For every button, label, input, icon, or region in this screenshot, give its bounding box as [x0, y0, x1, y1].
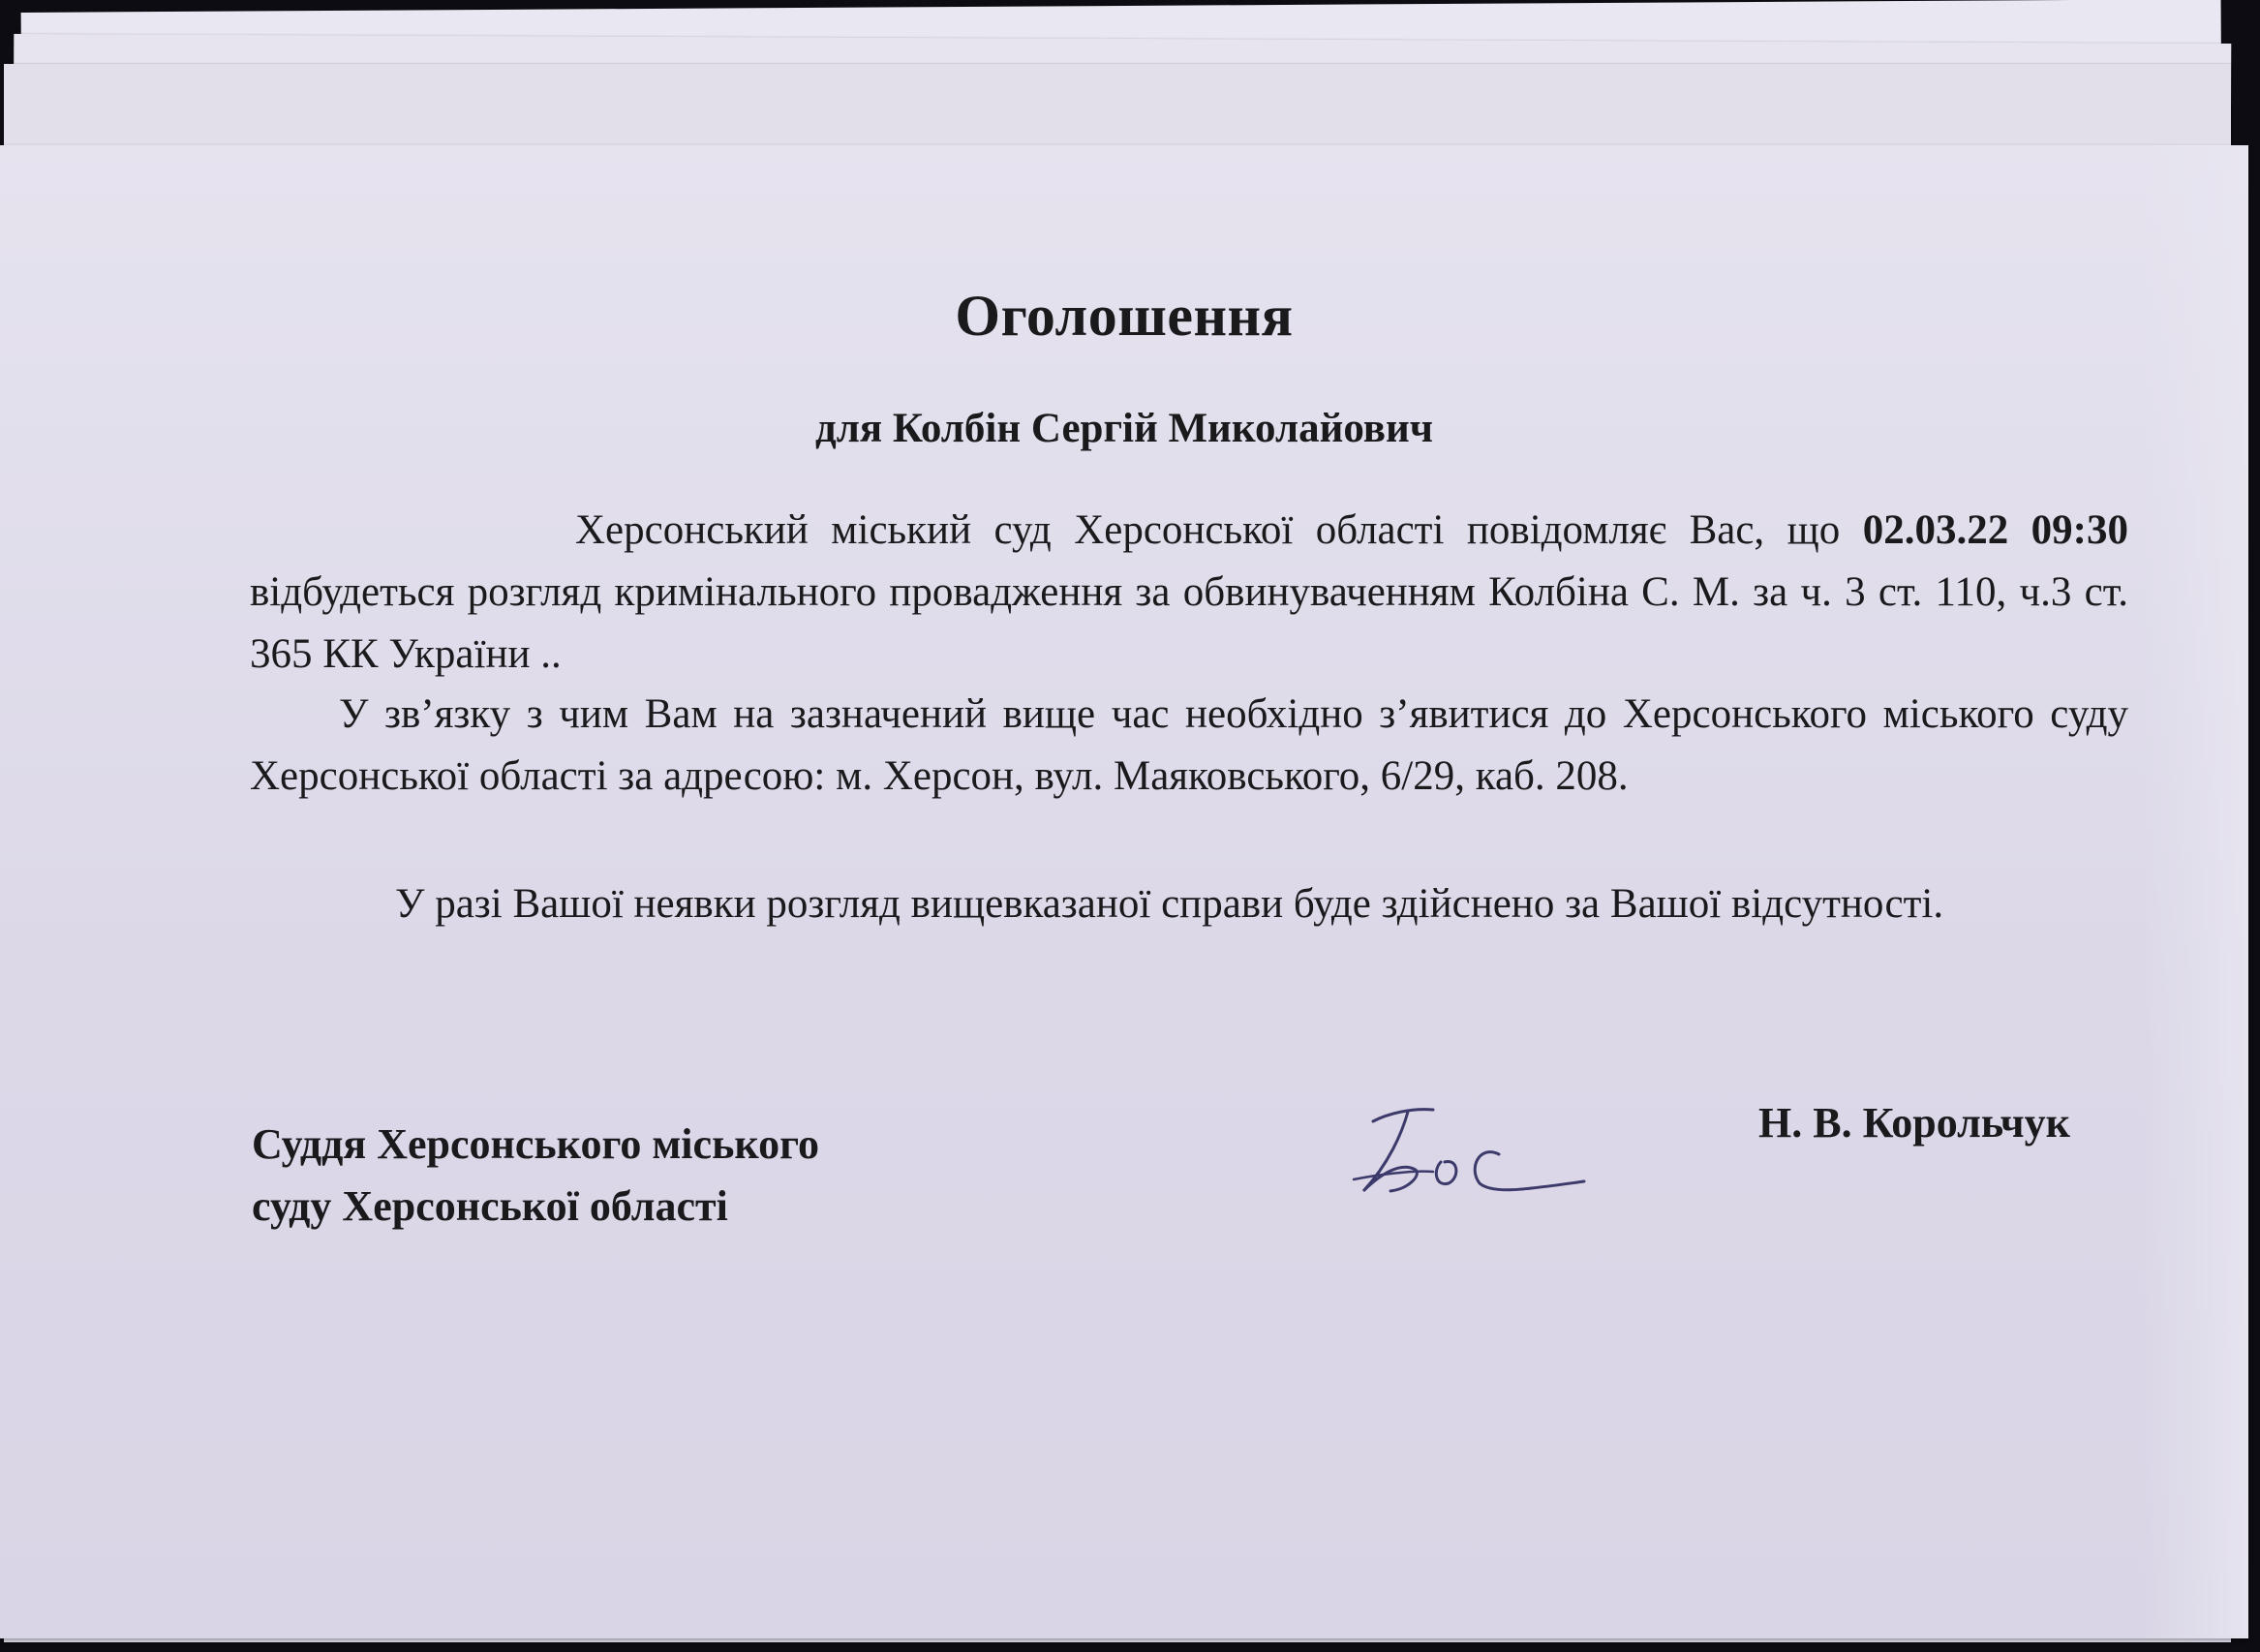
- notice-paragraph-address: У зв’язку з чим Вам на зазначений вище час необхідно з’явитися до Херсонського міського суду Херсонської області за адресою: м. Херсон, вул. Маяковського, 6/29, каб. 208.: [250, 691, 2128, 799]
- hearing-datetime: 02.03.22 09:30: [1862, 507, 2129, 553]
- paragraph-rest: відбудеться розгляд кримінального провадження за обвинуваченням Колбіна С. М. за ч. 3 ст. 110, ч.3 ст. 365 КК України ..: [250, 569, 2128, 677]
- signer-title: [252, 1114, 819, 1238]
- notice-addressee: для Колбін Сергій Миколайович: [814, 406, 1434, 451]
- notice-page: [0, 145, 2248, 1638]
- signer-title-line1: Суддя Херсонського міського: [252, 1120, 819, 1168]
- paragraph-intro: Херсонський міський суд Херсонської області повідомляє Вас, що: [575, 507, 1863, 553]
- signer-name: Н. В. Корольчук: [1758, 1099, 2070, 1147]
- notice-title: Оголошення: [955, 284, 1294, 348]
- signer-title-line2: суду Херсонської області: [252, 1182, 728, 1230]
- notice-paragraph-hearing: [250, 500, 2128, 686]
- notice-paragraph-absence: У разі Вашої неявки розгляд вищевказаної справи буде здійснено за Вашої відсутності.: [395, 881, 1944, 927]
- handwritten-signature-icon: [1344, 1094, 1586, 1210]
